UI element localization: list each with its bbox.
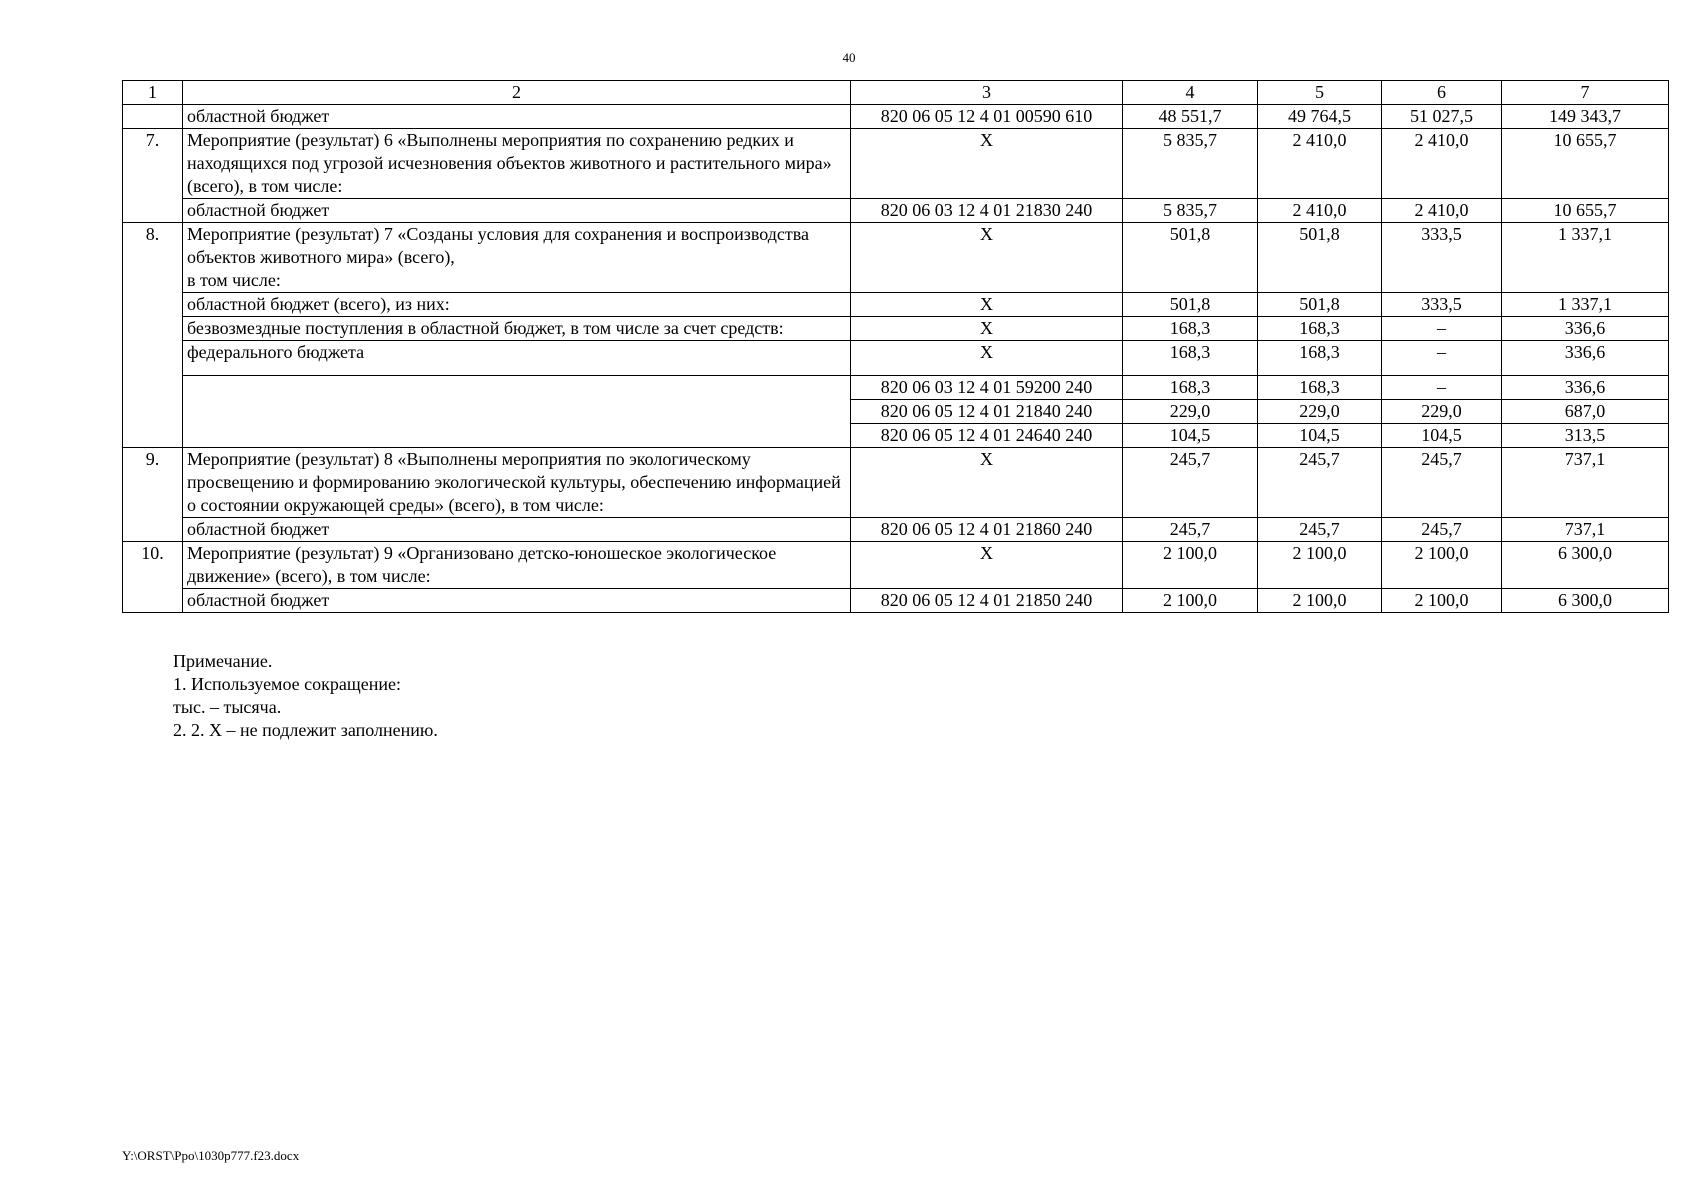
column-header: 6 bbox=[1382, 81, 1502, 105]
description-cell bbox=[183, 376, 851, 448]
value-cell: 501,8 bbox=[1258, 223, 1382, 293]
value-cell: 336,6 bbox=[1502, 317, 1669, 341]
column-header: 1 bbox=[123, 81, 183, 105]
code-cell: Х bbox=[851, 448, 1123, 518]
value-cell: 245,7 bbox=[1123, 448, 1258, 518]
value-cell: 501,8 bbox=[1258, 293, 1382, 317]
table-row bbox=[123, 129, 1669, 199]
value-cell: 168,3 bbox=[1258, 376, 1382, 400]
table-row bbox=[123, 199, 1669, 223]
code-cell: 820 06 03 12 4 01 21830 240 bbox=[851, 199, 1123, 223]
value-cell: 245,7 bbox=[1258, 448, 1382, 518]
value-cell: 48 551,7 bbox=[1123, 105, 1258, 129]
note-block bbox=[173, 650, 438, 742]
value-cell: 1 337,1 bbox=[1502, 223, 1669, 293]
value-cell: 2 100,0 bbox=[1123, 589, 1258, 613]
table-row bbox=[123, 542, 1669, 589]
file-path-footer: Y:\ORST\Ppo\1030p777.f23.docx bbox=[122, 1148, 300, 1163]
value-cell: 10 655,7 bbox=[1502, 199, 1669, 223]
value-cell: 501,8 bbox=[1123, 293, 1258, 317]
value-cell: 2 410,0 bbox=[1258, 199, 1382, 223]
value-cell: 149 343,7 bbox=[1502, 105, 1669, 129]
description-text-continued: в том числе: bbox=[187, 270, 281, 290]
note-line: тыс. – тысяча. bbox=[173, 697, 282, 717]
description-cell: областной бюджет bbox=[183, 199, 851, 223]
value-cell: 1 337,1 bbox=[1502, 293, 1669, 317]
value-cell: 2 100,0 bbox=[1382, 542, 1502, 589]
value-cell: 2 100,0 bbox=[1258, 589, 1382, 613]
code-cell: Х bbox=[851, 293, 1123, 317]
value-cell: 10 655,7 bbox=[1502, 129, 1669, 199]
note-line: 2. 2. Х – не подлежит заполнению. bbox=[173, 720, 438, 740]
code-cell: Х bbox=[851, 317, 1123, 341]
table-row bbox=[123, 589, 1669, 613]
column-header: 2 bbox=[183, 81, 851, 105]
value-cell: 6 300,0 bbox=[1502, 589, 1669, 613]
column-header: 4 bbox=[1123, 81, 1258, 105]
value-cell: 2 100,0 bbox=[1382, 589, 1502, 613]
column-header: 3 bbox=[851, 81, 1123, 105]
value-cell: 2 410,0 bbox=[1382, 199, 1502, 223]
value-cell: 2 410,0 bbox=[1258, 129, 1382, 199]
row-number-cell: 8. bbox=[123, 223, 183, 448]
description-cell: областной бюджет bbox=[183, 518, 851, 542]
table-row bbox=[123, 105, 1669, 129]
table-row bbox=[123, 448, 1669, 518]
value-cell: 168,3 bbox=[1123, 376, 1258, 400]
value-cell: 2 100,0 bbox=[1123, 542, 1258, 589]
description-cell: областной бюджет (всего), из них: bbox=[183, 293, 851, 317]
description-cell: федерального бюджета bbox=[183, 341, 851, 376]
value-cell: 104,5 bbox=[1123, 424, 1258, 448]
table-row bbox=[123, 341, 1669, 376]
description-cell: областной бюджет bbox=[183, 105, 851, 129]
value-cell: 49 764,5 bbox=[1258, 105, 1382, 129]
description-cell: Мероприятие (результат) 9 «Организовано детско-юношеское экологическое движение» (всего), в том числе: bbox=[183, 542, 851, 589]
description-cell: Мероприятие (результат) 8 «Выполнены мероприятия по экологическому просвещению и формированию экологической культуры, обеспечению информацией о состоянии окружающей среды» (всего), в том числе: bbox=[183, 448, 851, 518]
budget-table bbox=[122, 80, 1669, 613]
row-number-cell: 9. bbox=[123, 448, 183, 542]
row-number-cell: 7. bbox=[123, 129, 183, 223]
value-cell: 5 835,7 bbox=[1123, 129, 1258, 199]
table-row bbox=[123, 376, 1669, 400]
value-cell: 168,3 bbox=[1258, 341, 1382, 376]
code-cell: 820 06 05 12 4 01 00590 610 bbox=[851, 105, 1123, 129]
description-cell: Мероприятие (результат) 6 «Выполнены мероприятия по сохранению редких и находящихся под угрозой исчезновения объектов животного и растительного мира» (всего), в том числе: bbox=[183, 129, 851, 199]
value-cell: 229,0 bbox=[1123, 400, 1258, 424]
description-text: Мероприятие (результат) 7 «Созданы условия для сохранения и воспроизводства объектов животного мира» (всего), bbox=[187, 224, 810, 267]
description-cell bbox=[183, 223, 851, 293]
note-line: 1. Используемое сокращение: bbox=[173, 674, 401, 694]
value-cell: – bbox=[1382, 317, 1502, 341]
table-row bbox=[123, 293, 1669, 317]
value-cell: 6 300,0 bbox=[1502, 542, 1669, 589]
value-cell: 229,0 bbox=[1382, 400, 1502, 424]
value-cell: 2 100,0 bbox=[1258, 542, 1382, 589]
value-cell: 336,6 bbox=[1502, 376, 1669, 400]
value-cell: 336,6 bbox=[1502, 341, 1669, 376]
value-cell: 168,3 bbox=[1258, 317, 1382, 341]
value-cell: 168,3 bbox=[1123, 317, 1258, 341]
value-cell: 245,7 bbox=[1382, 448, 1502, 518]
value-cell: 245,7 bbox=[1258, 518, 1382, 542]
value-cell: 333,5 bbox=[1382, 223, 1502, 293]
code-cell: Х bbox=[851, 341, 1123, 376]
table-header-row bbox=[123, 81, 1669, 105]
value-cell: 2 410,0 bbox=[1382, 129, 1502, 199]
description-cell: безвозмездные поступления в областной бюджет, в том числе за счет средств: bbox=[183, 317, 851, 341]
row-number-cell bbox=[123, 105, 183, 129]
page-number: 40 bbox=[842, 50, 856, 65]
value-cell: 333,5 bbox=[1382, 293, 1502, 317]
description-cell: областной бюджет bbox=[183, 589, 851, 613]
value-cell: 104,5 bbox=[1258, 424, 1382, 448]
code-cell: 820 06 05 12 4 01 21860 240 bbox=[851, 518, 1123, 542]
code-cell: Х bbox=[851, 129, 1123, 199]
value-cell: 104,5 bbox=[1382, 424, 1502, 448]
code-cell: 820 06 03 12 4 01 59200 240 bbox=[851, 376, 1123, 400]
value-cell: 168,3 bbox=[1123, 341, 1258, 376]
column-header: 5 bbox=[1258, 81, 1382, 105]
code-cell: Х bbox=[851, 223, 1123, 293]
table-row bbox=[123, 317, 1669, 341]
row-number-cell: 10. bbox=[123, 542, 183, 613]
code-cell: 820 06 05 12 4 01 21850 240 bbox=[851, 589, 1123, 613]
value-cell: 501,8 bbox=[1123, 223, 1258, 293]
value-cell: 737,1 bbox=[1502, 448, 1669, 518]
value-cell: – bbox=[1382, 341, 1502, 376]
code-cell: 820 06 05 12 4 01 24640 240 bbox=[851, 424, 1123, 448]
column-header: 7 bbox=[1502, 81, 1669, 105]
value-cell: 5 835,7 bbox=[1123, 199, 1258, 223]
value-cell: 687,0 bbox=[1502, 400, 1669, 424]
table-row bbox=[123, 518, 1669, 542]
note-title: Примечание. bbox=[173, 651, 273, 671]
code-cell: Х bbox=[851, 542, 1123, 589]
value-cell: – bbox=[1382, 376, 1502, 400]
code-cell: 820 06 05 12 4 01 21840 240 bbox=[851, 400, 1123, 424]
value-cell: 51 027,5 bbox=[1382, 105, 1502, 129]
value-cell: 737,1 bbox=[1502, 518, 1669, 542]
table-row bbox=[123, 223, 1669, 293]
value-cell: 245,7 bbox=[1123, 518, 1258, 542]
value-cell: 229,0 bbox=[1258, 400, 1382, 424]
value-cell: 245,7 bbox=[1382, 518, 1502, 542]
value-cell: 313,5 bbox=[1502, 424, 1669, 448]
